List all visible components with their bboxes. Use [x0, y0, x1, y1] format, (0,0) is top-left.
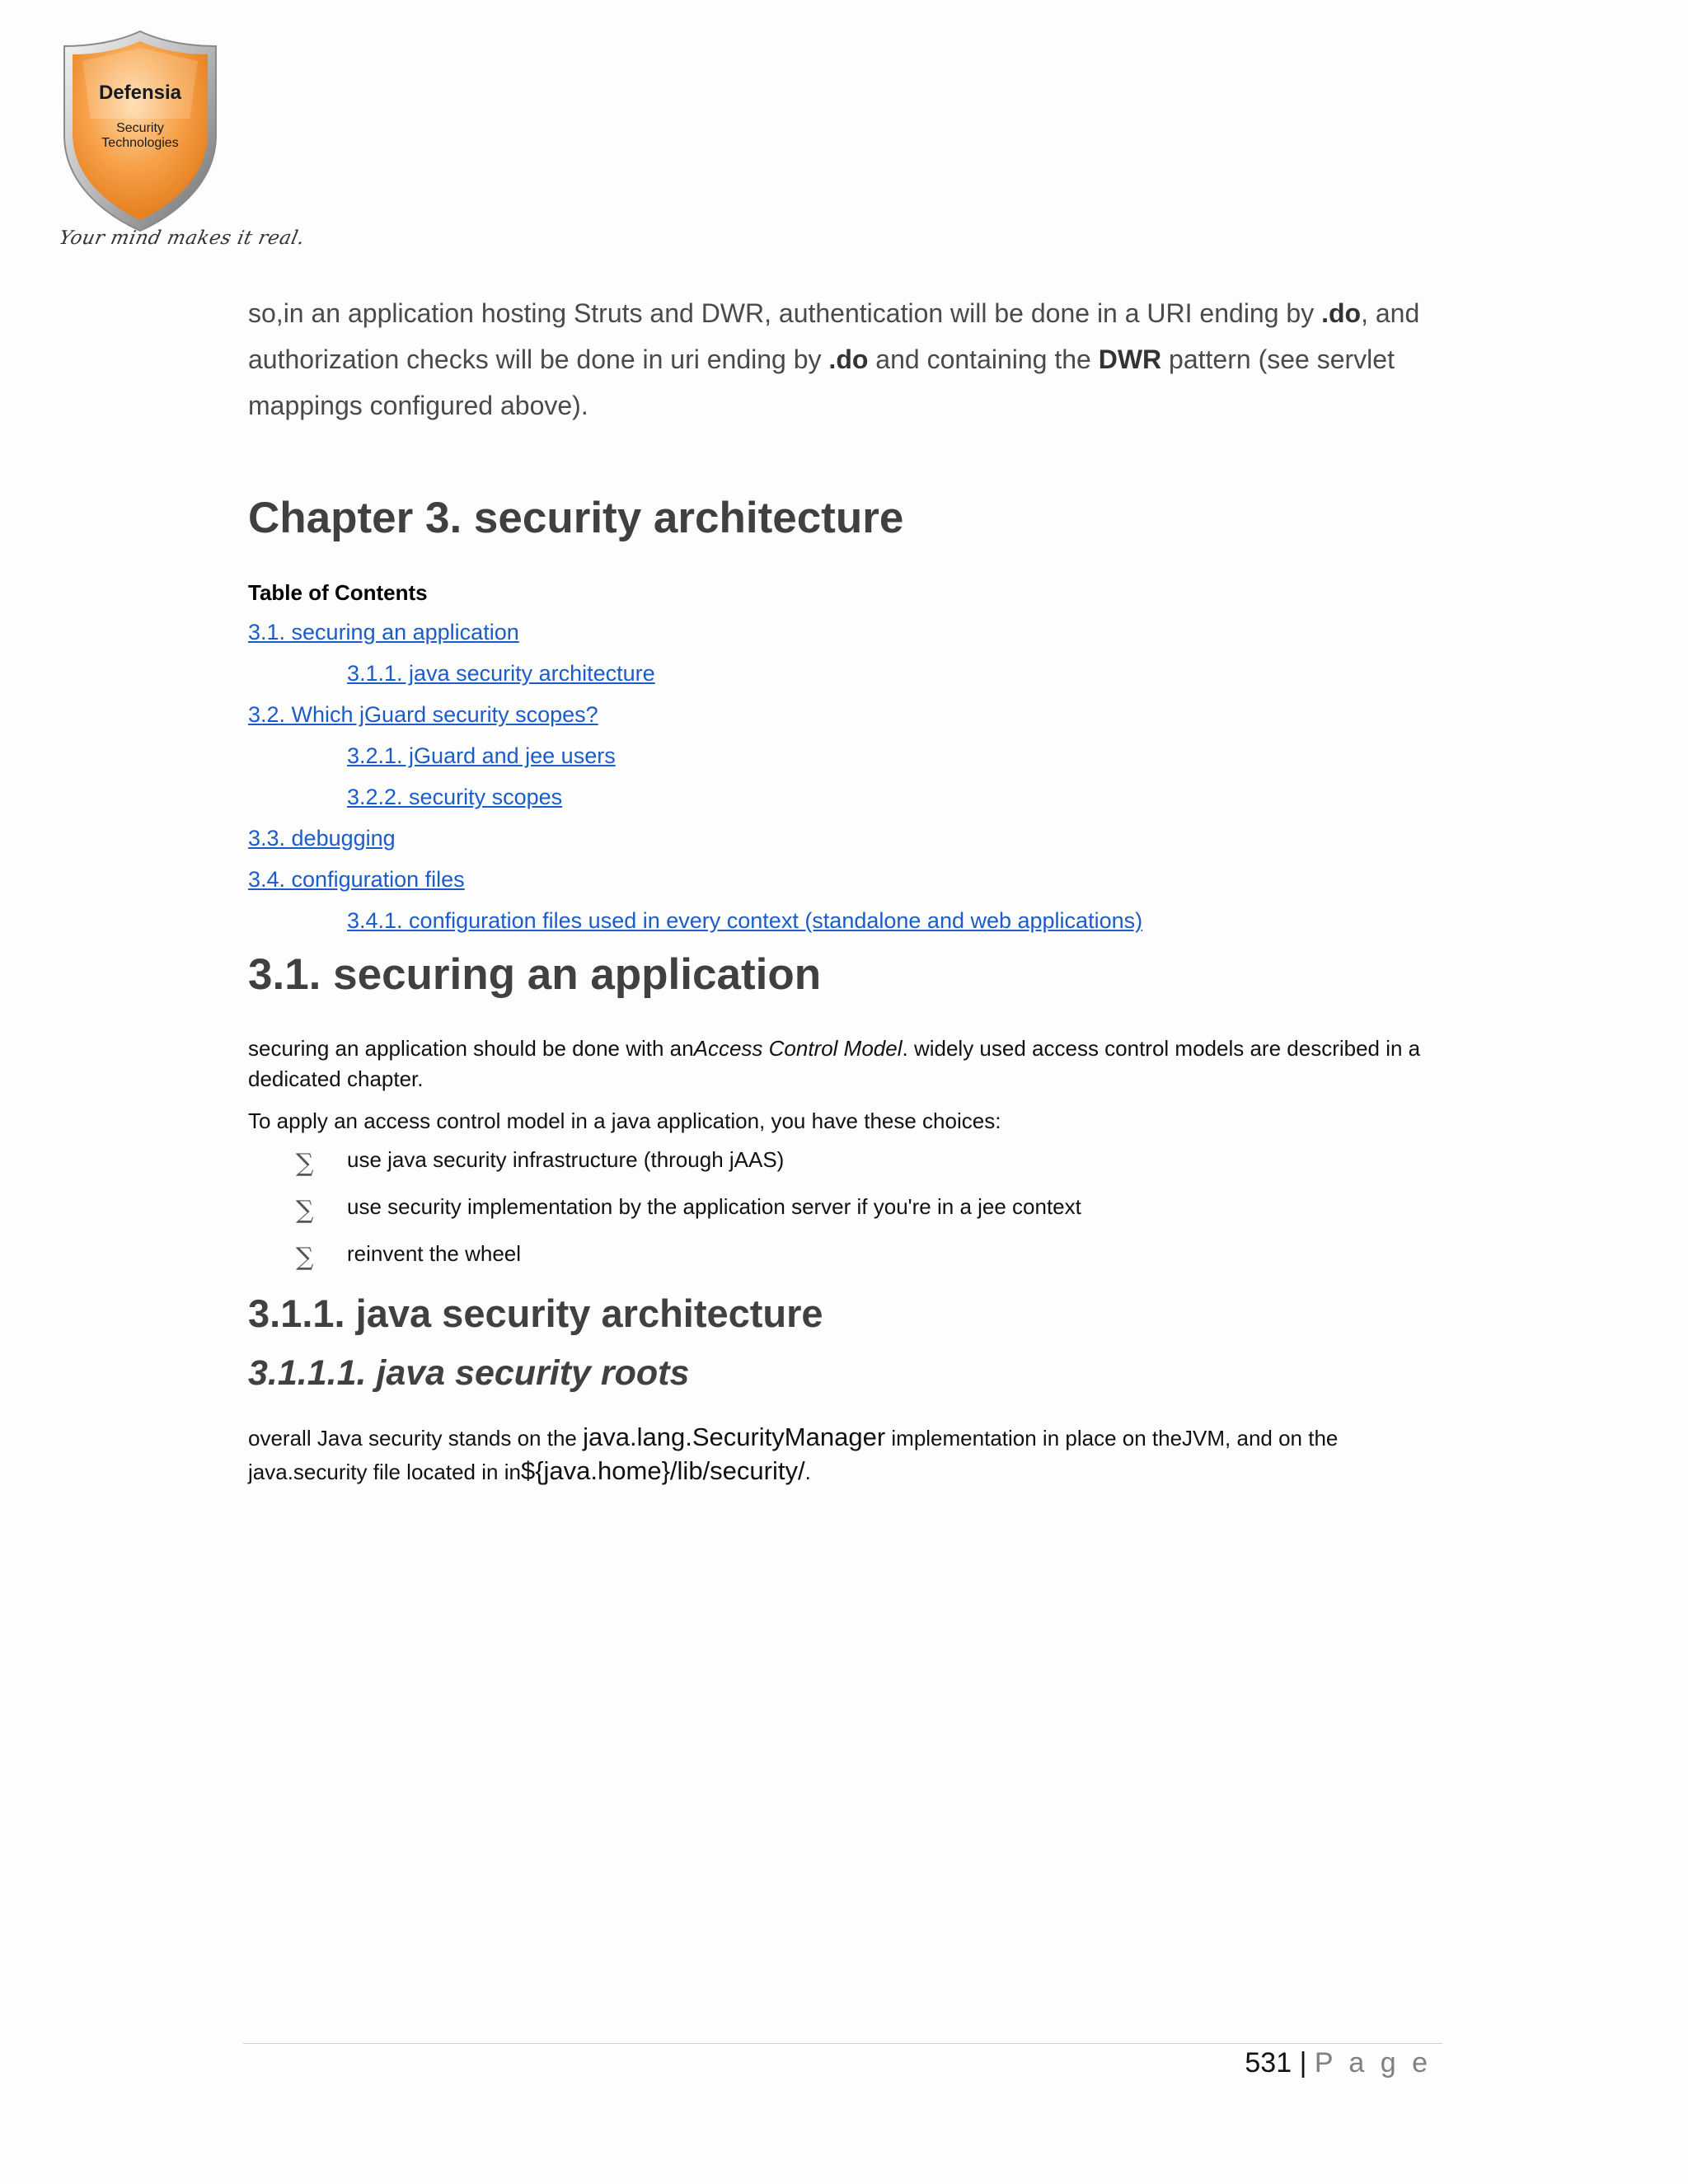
section-3-1-title: 3.1. securing an application	[248, 950, 822, 999]
company-logo	[58, 28, 239, 259]
bullet-icon: ∑	[296, 1196, 314, 1225]
logo-tagline: Your mind makes it real.	[57, 227, 307, 249]
section-3-1-1-1-title: 3.1.1.1. java security roots	[248, 1353, 690, 1393]
bullet-icon: ∑	[296, 1243, 314, 1272]
toc-link-3-2[interactable]: 3.2. Which jGuard security scopes?	[248, 702, 598, 727]
footer-divider	[243, 2043, 1442, 2044]
svg-text:Security: Security	[116, 121, 164, 135]
chapter-title: Chapter 3. security architecture	[248, 494, 904, 542]
section-3-1-1-title: 3.1.1. java security architecture	[248, 1291, 823, 1335]
page-footer: 531 | P a g e	[1245, 2047, 1432, 2079]
toc-link-3-3[interactable]: 3.3. debugging	[248, 826, 396, 851]
toc-link-3-1[interactable]: 3.1. securing an application	[248, 620, 519, 644]
section-3-1-1-1-paragraph: overall Java security stands on the java.lang.SecurityManager implementation in place on theJVM, and on the java.security file located in in${java.home}/lib/security/.	[248, 1422, 1339, 1485]
page-number: 531	[1245, 2047, 1292, 2079]
toc-link-3-2-2[interactable]: 3.2.2. security scopes	[347, 785, 563, 809]
toc-link-3-4-1[interactable]: 3.4.1. configuration files used in every context (standalone and web applications)	[347, 908, 1143, 933]
toc-link-3-4[interactable]: 3.4. configuration files	[248, 867, 465, 892]
toc-title: Table of Contents	[248, 580, 428, 605]
toc-link-3-2-1[interactable]: 3.2.1. jGuard and jee users	[347, 743, 616, 768]
toc-link-3-1-1[interactable]: 3.1.1. java security architecture	[347, 661, 655, 686]
svg-text:Defensia: Defensia	[98, 82, 182, 104]
svg-text:Technologies: Technologies	[101, 136, 179, 150]
bullet-icon: ∑	[296, 1149, 314, 1178]
intro-paragraph: so,in an application hosting Struts and DWR, authentication will be done in a URI ending by .do, and authorization checks will be done in uri ending by .do and containing the DWR pattern (see servlet mappings configured above).	[248, 298, 1420, 420]
section-3-1-paragraph-1: securing an application should be done with anAccess Control Model. widely used access control models are described in a dedicated chapter.	[248, 1036, 1421, 1091]
section-3-1-paragraph-2: To apply an access control model in a java application, you have these choices:	[248, 1108, 1001, 1133]
page-label: P a g e	[1314, 2047, 1432, 2079]
shield-icon	[58, 28, 223, 234]
